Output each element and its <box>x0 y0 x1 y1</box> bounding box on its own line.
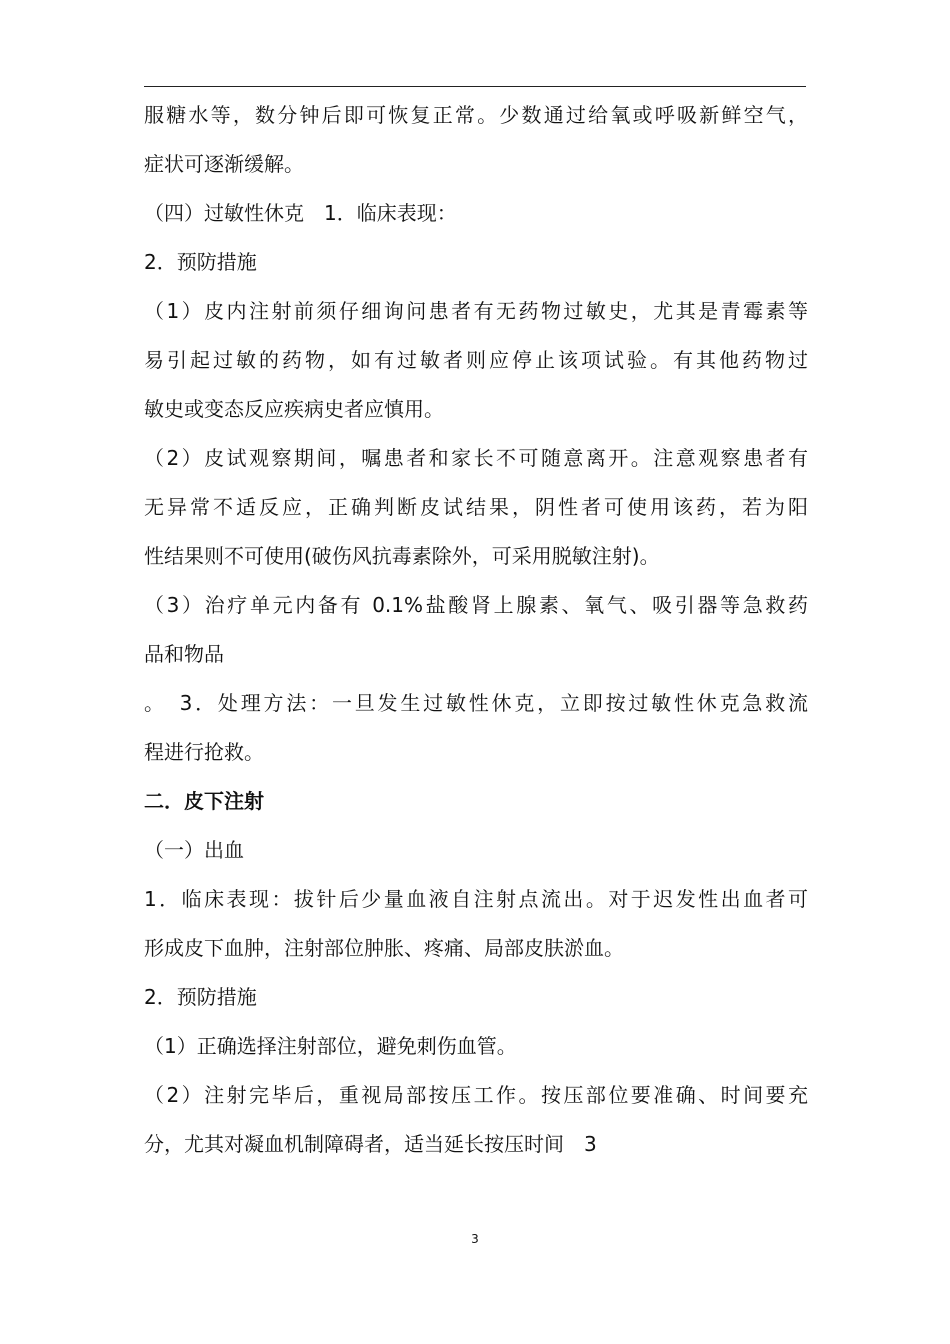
text-line: 分，尤其对凝血机制障碍者，适当延长按压时间 3 <box>144 1132 597 1156</box>
text-line: 。 3．处理方法：一旦发生过敏性休克，立即按过敏性休克急救流 <box>144 691 808 715</box>
text-line: 症状可逐渐缓解。 <box>144 152 304 176</box>
text-line: （一）出血 <box>144 838 244 862</box>
section-heading: 二．皮下注射 <box>144 789 264 813</box>
text-line: （1）皮内注射前须仔细询问患者有无药物过敏史，尤其是青霉素等 <box>144 299 808 323</box>
text-line: 品和物品 <box>144 642 224 666</box>
page-number: 3 <box>471 1232 479 1246</box>
text-line: 2．预防措施 <box>144 985 257 1009</box>
text-line: 敏史或变态反应疾病史者应慎用。 <box>144 397 444 421</box>
text-line: 1．临床表现：拔针后少量血液自注射点流出。对于迟发性出血者可 <box>144 887 808 911</box>
header-rule <box>144 86 806 87</box>
text-line: （四）过敏性休克 1．临床表现： <box>144 201 457 225</box>
text-line: 无异常不适反应，正确判断皮试结果，阴性者可使用该药，若为阳 <box>144 495 808 519</box>
text-line: （2）皮试观察期间，嘱患者和家长不可随意离开。注意观察患者有 <box>144 446 808 470</box>
text-line: 易引起过敏的药物，如有过敏者则应停止该项试验。有其他药物过 <box>144 348 808 372</box>
document-body <box>144 103 808 1181</box>
text-line: （1）正确选择注射部位，避免刺伤血管。 <box>144 1034 517 1058</box>
text-line: （2）注射完毕后，重视局部按压工作。按压部位要准确、时间要充 <box>144 1083 808 1107</box>
text-line: 程进行抢救。 <box>144 740 264 764</box>
text-line: 形成皮下血肿，注射部位肿胀、疼痛、局部皮肤淤血。 <box>144 936 624 960</box>
text-line: 2．预防措施 <box>144 250 257 274</box>
text-line: 服糖水等，数分钟后即可恢复正常。少数通过给氧或呼吸新鲜空气， <box>144 103 808 127</box>
text-line: （3）治疗单元内备有 0.1%盐酸肾上腺素、氧气、吸引器等急救药 <box>144 593 808 617</box>
text-line: 性结果则不可使用(破伤风抗毒素除外，可采用脱敏注射)。 <box>144 544 660 568</box>
